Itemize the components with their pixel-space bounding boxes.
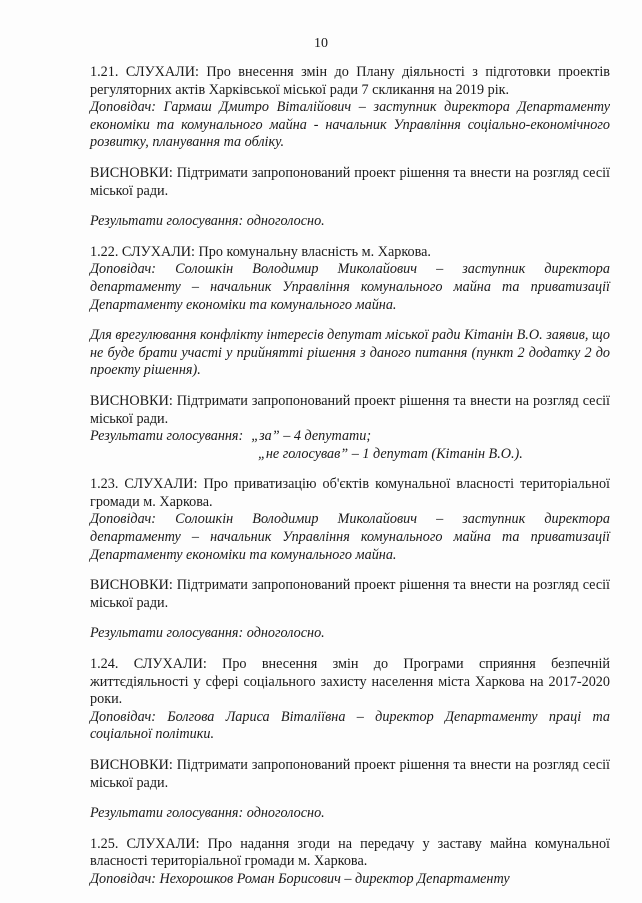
item-vote: Результати голосування: одноголосно. <box>90 805 325 822</box>
page-number: 10 <box>314 36 328 51</box>
item-heard: 1.21. СЛУХАЛИ: Про внесення змін до Плану діяльності з підготовки проектів регуляторних актів Харківської міської ради 7 скликання на 2019 рік. <box>90 64 610 98</box>
vote-for: „за” – 4 депутати; <box>251 428 372 445</box>
document-body <box>90 64 610 889</box>
item-conclusion: ВИСНОВКИ: Підтримати запропонований проект рішення та внести на розгляд сесії міської ради. <box>90 577 610 611</box>
item-vote-block <box>90 428 610 463</box>
item-speaker: Доповідач: Гармаш Дмитро Віталійович – заступник директора Департаменту економіки та комунального майна - начальник Управління соціально-економічного розвитку, планування та обліку. <box>90 99 610 151</box>
item-vote: Результати голосування: одноголосно. <box>90 213 325 230</box>
vote-label: Результати голосування: <box>90 428 244 445</box>
item-conclusion: ВИСНОВКИ: Підтримати запропонований проект рішення та внести на розгляд сесії міської ради. <box>90 164 610 199</box>
item-heard: 1.24. СЛУХАЛИ: Про внесення змін до Програми сприяння безпечній життєдіяльності у сфері соціального захисту населення міста Харкова на 2017-2020 роки. <box>90 656 610 708</box>
item-speaker: Доповідач: Солошкін Володимир Миколайович – заступник директора департаменту – начальник Управління комунального майна та приватизації Департаменту економіки та комунального майна. <box>90 261 610 313</box>
item-speaker: Доповідач: Болгова Лариса Віталіївна – директор Департаменту праці та соціальної політики. <box>90 708 610 743</box>
item-speaker: Доповідач: Солошкін Володимир Миколайович – заступник директора департаменту – начальник Управління комунального майна та приватизації Департаменту економіки та комунального майна. <box>90 511 610 563</box>
item-vote: Результати голосування: одноголосно. <box>90 625 325 642</box>
item-conclusion: ВИСНОВКИ: Підтримати запропонований проект рішення та внести на розгляд сесії міської ради. <box>90 392 610 427</box>
vote-abstain: „не голосував” – 1 депутат (Кітанін В.О.). <box>258 445 523 462</box>
item-note: Для врегулювання конфлікту інтересів депутат міської ради Кітанін В.О. заявив, що не буде брати участі у прийнятті рішення з даного питання (пункт 2 додатку 2 до проекту рішення). <box>90 327 610 379</box>
item-heard: 1.23. СЛУХАЛИ: Про приватизацію об'єктів комунальної власності територіальної громади м. Харкова. <box>90 476 610 510</box>
item-heard: 1.25. СЛУХАЛИ: Про надання згоди на передачу у заставу майна комунальної власності територіальної громади м. Харкова. <box>90 835 610 870</box>
item-heard: 1.22. СЛУХАЛИ: Про комунальну власність м. Харкова. <box>90 243 431 260</box>
item-conclusion: ВИСНОВКИ: Підтримати запропонований проект рішення та внести на розгляд сесії міської ради. <box>90 757 610 791</box>
item-speaker: Доповідач: Нехорошков Роман Борисович – директор Департаменту <box>90 870 510 887</box>
